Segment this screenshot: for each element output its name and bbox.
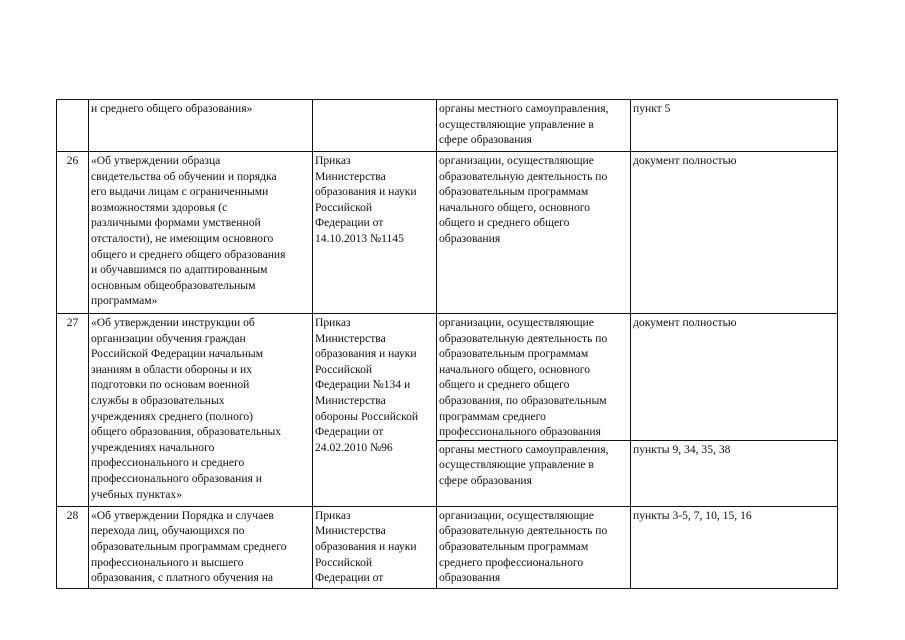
document-title: «Об утверждении Порядка и случаев перехода лиц, обучающихся по образовательным программам среднего профессионального и высшего образования, с платного обучения на (91, 508, 287, 585)
scope-text: пункты 9, 34, 35, 38 (633, 442, 731, 456)
row-number: 26 (66, 154, 79, 167)
subject-cell (437, 314, 631, 441)
row-number-cell (57, 506, 89, 588)
document-reference: Приказ Министерства образования и науки Российской Федерации от 14.10.2013 №1145 (315, 154, 417, 245)
scope-text: пункты 3-5, 7, 10, 15, 16 (633, 508, 752, 522)
document-title: «Об утверждении образца свидетельства об обучении и порядка его выдачи лицам с ограниченными возможностями здоровья (с различными формами умственной отсталости), не имеющим основного общего и среднего общего образования и обучавшимся по адаптированным основным общеобразовательным программам» (91, 154, 286, 308)
table-row-continuation (57, 100, 838, 152)
subject-cell (437, 440, 631, 506)
scope-cell (631, 440, 838, 506)
subject-cell (437, 152, 631, 314)
document-title-cell (89, 152, 313, 314)
document-reference: Приказ Министерства образования и науки Российской Федерации №134 и Министерства обороны Российской Федерации от 24.02.2010 №96 (315, 316, 419, 454)
subject-cell (437, 506, 631, 588)
regulations-table (56, 99, 838, 589)
document-title: и среднего общего образования» (91, 102, 253, 115)
scope-cell (631, 152, 838, 314)
document-title-cell (89, 506, 313, 588)
row-number-cell (57, 152, 89, 314)
document-reference-cell (313, 506, 437, 588)
row-number-cell (57, 100, 89, 152)
scope-cell (631, 506, 838, 588)
document-reference: Приказ Министерства образования и науки Российской Федерации от (315, 508, 417, 585)
subject-text: органы местного самоуправления, осуществляющие управление в сфере образования (439, 102, 609, 147)
table-row-28 (57, 506, 838, 588)
scope-text: пункт 5 (633, 102, 671, 115)
subject-text: органы местного самоуправления, осуществляющие управление в сфере образования (439, 442, 609, 487)
scope-cell (631, 100, 838, 152)
subject-text: организации, осуществляющие образовательную деятельность по образовательным программам начального общего, основного общего и среднего общего образования, по образовательным программам среднего профессионального образования (439, 316, 608, 439)
subject-text: организации, осуществляющие образовательную деятельность по образовательным программам начального общего, основного общего и среднего общего образования (439, 154, 608, 245)
table-row-27 (57, 314, 838, 441)
document-reference-cell (313, 152, 437, 314)
document-title: «Об утверждении инструкции об организации обучения граждан Российской Федерации начальным знаниям в области обороны и их подготовки по основам военной службы в образовательных учреждениях среднего (полного) общего образования, образовательных учреждениях начального профессионального и среднего профессионального образования и учебных пунктах» (91, 316, 282, 501)
scope-cell (631, 314, 838, 441)
document-reference-cell (313, 314, 437, 507)
table-row-26 (57, 152, 838, 314)
subject-text: организации, осуществляющие образовательную деятельность по образовательным программам среднего профессионального образования (439, 508, 608, 585)
row-number: 27 (66, 316, 79, 329)
row-number: 28 (66, 508, 79, 522)
row-number-cell (57, 314, 89, 507)
scope-text: документ полностью (633, 154, 737, 167)
document-reference-cell (313, 100, 437, 152)
document-title-cell (89, 314, 313, 507)
scope-text: документ полностью (633, 316, 737, 329)
document-title-cell (89, 100, 313, 152)
subject-cell (437, 100, 631, 152)
